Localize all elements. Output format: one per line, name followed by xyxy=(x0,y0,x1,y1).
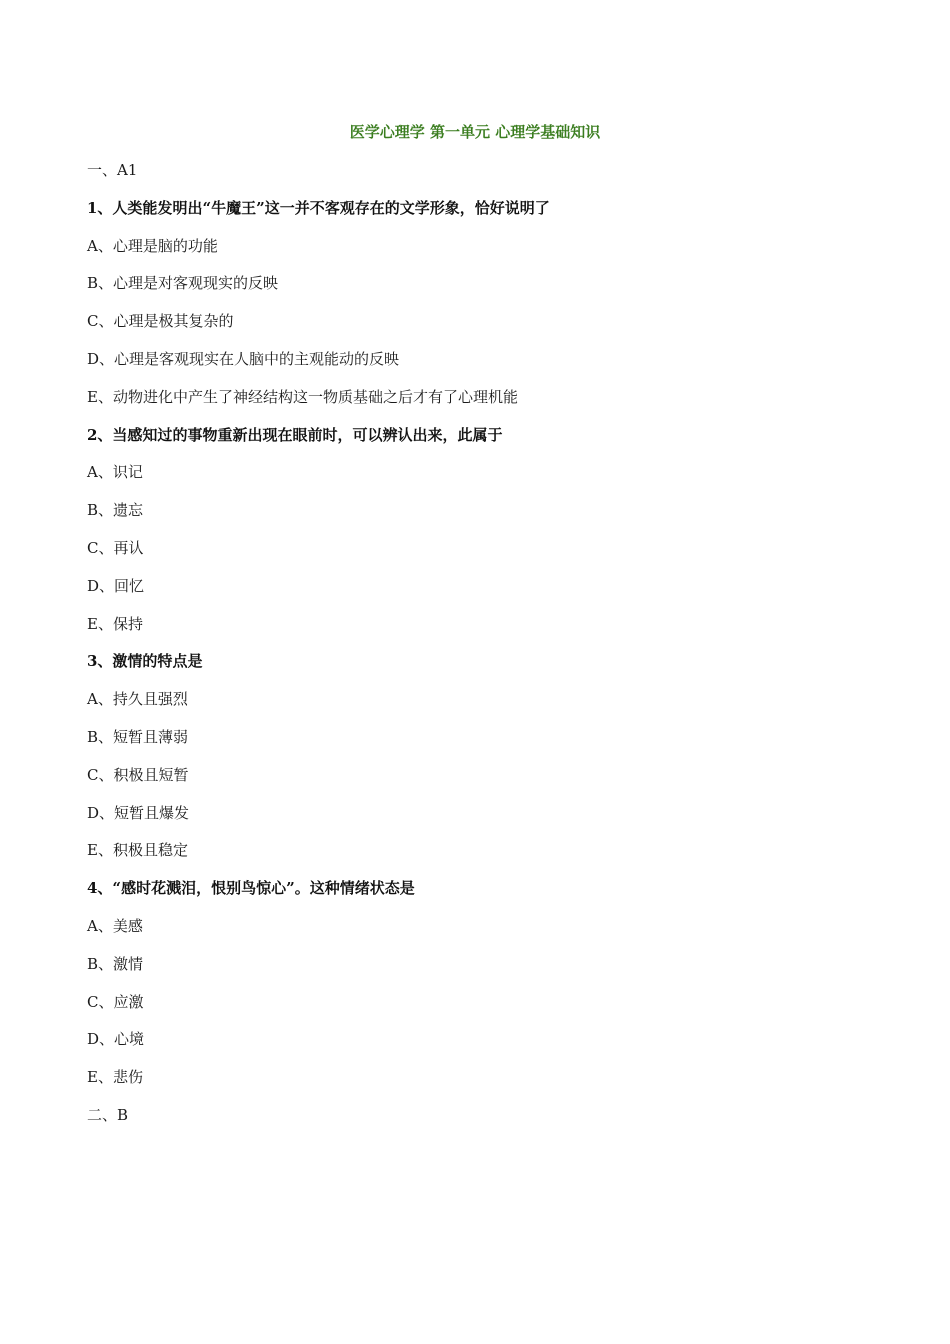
page-title: 医学心理学 第一单元 心理学基础知识 xyxy=(349,123,601,141)
answer-option: D、短暂且爆发 xyxy=(87,803,190,822)
section-heading: 一、A1 xyxy=(87,161,138,179)
answer-option: B、短暂且薄弱 xyxy=(87,727,189,746)
answer-option: C、再认 xyxy=(87,538,144,557)
answer-option: B、激情 xyxy=(87,954,144,973)
answer-option: B、遗忘 xyxy=(87,501,144,520)
answer-option: A、美感 xyxy=(87,916,143,935)
question-text: 3、激情的特点是 xyxy=(87,652,203,671)
answer-option: A、持久且强烈 xyxy=(87,690,188,709)
answer-option: D、心境 xyxy=(87,1030,145,1049)
answer-option: B、心理是对客观现实的反映 xyxy=(87,274,279,293)
answer-option: A、识记 xyxy=(87,463,143,482)
question-text: 2、当感知过的事物重新出现在眼前时，可以辨认出来，此属于 xyxy=(87,425,503,444)
answer-option: D、心理是客观现实在人脑中的主观能动的反映 xyxy=(87,349,400,368)
answer-option: C、积极且短暂 xyxy=(87,765,189,784)
answer-option: A、心理是脑的功能 xyxy=(87,236,218,255)
question-text: 4、“感时花溅泪，恨别鸟惊心”。这种情绪状态是 xyxy=(87,879,415,898)
document-body xyxy=(87,158,887,1141)
answer-option: E、动物进化中产生了神经结构这一物质基础之后才有了心理机能 xyxy=(87,387,518,406)
answer-option: E、积极且稳定 xyxy=(87,841,188,860)
answer-option: C、应激 xyxy=(87,992,144,1011)
answer-option: C、心理是极其复杂的 xyxy=(87,312,234,331)
section-heading: 二、B xyxy=(87,1105,129,1124)
answer-option: E、保持 xyxy=(87,614,143,633)
answer-option: E、悲伤 xyxy=(87,1068,143,1087)
answer-option: D、回忆 xyxy=(87,576,145,595)
question-text: 1、人类能发明出“牛魔王”这一并不客观存在的文学形象，恰好说明了 xyxy=(87,198,550,217)
